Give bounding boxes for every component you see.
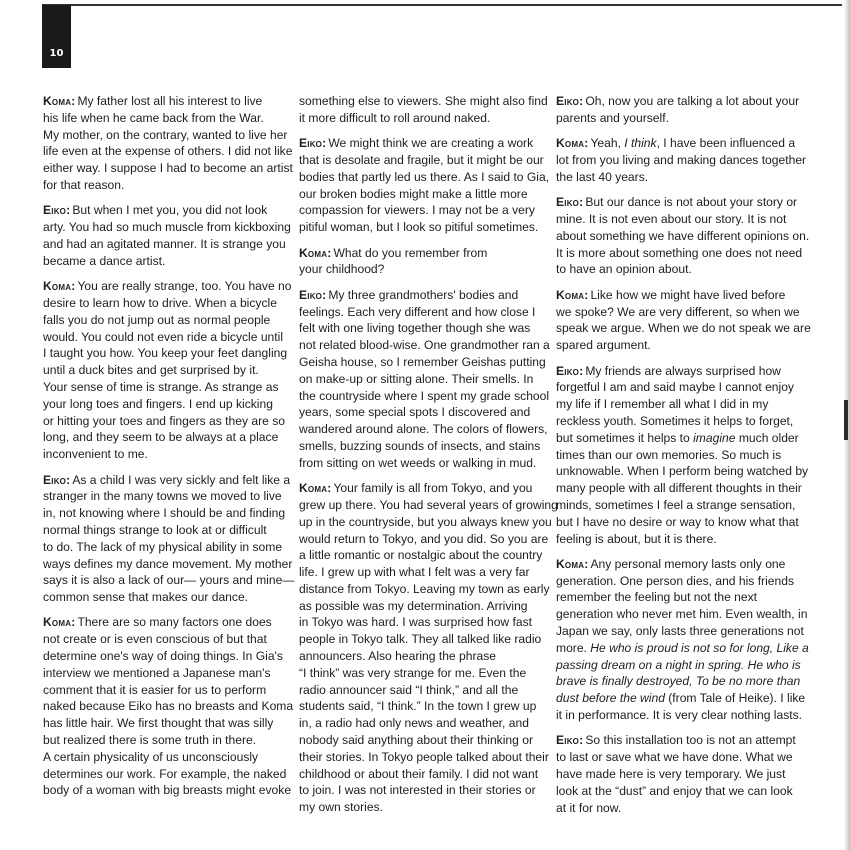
text-line — [43, 160, 293, 177]
dialogue-paragraph — [43, 278, 292, 463]
body-text: students said, “I think.” In the town I grew up — [299, 699, 537, 714]
body-text: that is desolate and fragile, but it might be our — [299, 152, 544, 167]
body-text: but I have no desire or way to know what that — [556, 514, 799, 529]
text-line — [556, 707, 803, 724]
edge-mark — [844, 400, 848, 440]
text-line — [43, 93, 283, 110]
body-text: says it is also a lack of our— yours and mine— — [43, 573, 295, 588]
speaker-label: Eiko: — [299, 136, 327, 151]
text-line — [43, 413, 286, 430]
page-number-tab — [42, 5, 71, 68]
dialogue-paragraph — [556, 287, 811, 354]
body-text: smells, buzzing sounds of insects, and stains — [299, 438, 541, 453]
body-text: determine one's way of doing things. In Gia's — [43, 649, 283, 664]
body-text: long, and they seem to be always at a place — [43, 430, 279, 445]
text-line — [556, 135, 796, 152]
text-line — [556, 110, 796, 127]
text-line — [556, 93, 800, 110]
body-text: speak we argue. When we do not speak we are — [556, 321, 811, 336]
text-line — [556, 463, 809, 480]
text-line — [556, 589, 796, 606]
body-text: until a duck bites and get surprised by it. — [43, 363, 259, 378]
italic-text: I think — [624, 136, 657, 151]
body-text: our broken bodies might make a little more — [299, 186, 528, 201]
body-text: their stories. In Tokyo people talked about their — [299, 749, 549, 764]
speaker-label: Koma: — [43, 615, 76, 630]
body-text: life even at the expense of others. I did not like — [43, 144, 293, 159]
page-number: 10 — [49, 48, 64, 59]
text-line — [43, 749, 283, 766]
body-text: distance from Tokyo. Leaving my town as early — [299, 581, 550, 596]
body-text: it in performance. It is very clear nothing lasts. — [556, 708, 803, 723]
text-line — [43, 698, 294, 715]
text-line — [299, 337, 550, 354]
body-text: Like how we might have lived before — [590, 287, 786, 302]
text-column-2 — [299, 93, 558, 825]
body-text: determines our work. For example, the naked — [43, 766, 287, 781]
text-line — [556, 640, 809, 657]
body-text: look at the “dust” and enjoy that we can look — [556, 783, 793, 798]
text-column-3 — [556, 93, 811, 825]
text-line — [299, 438, 539, 455]
text-line — [43, 556, 293, 573]
text-line — [43, 488, 283, 505]
text-line — [299, 782, 539, 799]
italic-text: passing dream on a night in spring. He who is — [556, 657, 801, 672]
body-text: became a dance artist. — [43, 253, 166, 268]
text-line — [43, 732, 283, 749]
speaker-label: Koma: — [43, 94, 76, 108]
text-line — [43, 505, 286, 522]
text-line — [43, 219, 291, 236]
text-line — [299, 421, 548, 438]
body-text: in, not knowing where I should be and finding — [43, 506, 286, 521]
text-line — [43, 648, 283, 665]
dialogue-paragraph — [299, 135, 550, 236]
text-line — [556, 261, 796, 278]
text-line — [299, 455, 539, 472]
body-text: not related blood-wise. One grandmother ran a — [299, 338, 550, 353]
text-line — [556, 606, 808, 623]
body-text: Your family is all from Tokyo, and you — [333, 481, 533, 496]
body-text: compassion for viewers. I may not be a very — [299, 203, 535, 218]
text-line — [299, 531, 549, 548]
body-text: stranger in the many towns we moved to live — [43, 489, 282, 504]
text-line — [299, 614, 539, 631]
body-text: bodies that partly led us there. As I said to Gia, — [299, 169, 550, 184]
body-text: common sense that makes our dance. — [43, 590, 249, 605]
speaker-label: Koma: — [556, 136, 589, 151]
speaker-label: Eiko: — [556, 733, 584, 748]
body-text: You are really strange, too. You have no — [77, 279, 292, 294]
italic-text: He who is proud is not so for long, Like a — [590, 640, 809, 655]
italic-text: brave is finally destroyed, To be no more than — [556, 674, 801, 689]
body-text: my life if I remember all what I did in my — [556, 397, 769, 412]
body-text: We might think we are creating a work — [328, 136, 534, 151]
text-line — [43, 143, 293, 160]
text-line — [556, 379, 796, 396]
body-text: about something we have different opinions on. — [556, 228, 810, 243]
body-text: years, some special spots I discovered and — [299, 405, 531, 420]
body-text: lot from you living and making dances together — [556, 152, 807, 167]
dialogue-paragraph — [299, 93, 548, 127]
body-text: falls you do not jump out as normal people — [43, 312, 271, 327]
text-line — [43, 766, 287, 783]
body-text: would return to Tokyo, and you did. So you are — [299, 531, 549, 546]
body-text: forgetful I am and said maybe I cannot enjoy — [556, 380, 794, 395]
body-text: Japan we say, only lasts three generations not — [556, 624, 804, 639]
body-text: many people with all different thoughts in their — [556, 481, 802, 496]
text-line — [43, 312, 283, 329]
text-line — [299, 631, 542, 648]
text-line — [299, 110, 539, 127]
text-line — [43, 295, 283, 312]
text-line — [299, 547, 543, 564]
body-text: felt with one living together though she was — [299, 321, 531, 336]
text-line — [299, 749, 549, 766]
text-line — [299, 261, 539, 278]
speaker-label: Koma: — [299, 245, 332, 260]
text-line — [556, 152, 807, 169]
body-text: naked because Eiko has no breasts and Koma — [43, 699, 294, 714]
dialogue-paragraph — [43, 93, 293, 194]
body-text: to have an opinion about. — [556, 262, 692, 277]
text-line — [43, 278, 292, 295]
speaker-label: Koma: — [43, 279, 76, 294]
text-line — [43, 396, 283, 413]
body-text: in Tokyo was hard. I was surprised how fast — [299, 615, 533, 630]
dialogue-paragraph — [556, 363, 809, 548]
body-text: comment that it is easier for us to perform — [43, 682, 267, 697]
text-line — [556, 211, 796, 228]
text-line — [43, 253, 283, 270]
text-line — [299, 766, 539, 783]
text-line — [556, 749, 796, 766]
body-text: times than our own memories. So much is — [556, 447, 782, 462]
text-line — [43, 522, 283, 539]
body-text: parents and yourself. — [556, 110, 669, 125]
body-text: mine. It is not even about our story. It is not — [556, 211, 787, 226]
body-text: It is more about something one does not need — [556, 245, 803, 260]
body-text: Oh, now you are talking a lot about your — [585, 94, 800, 108]
text-line — [299, 732, 539, 749]
text-line — [556, 690, 806, 707]
body-text: your long toes and fingers. I end up kicking — [43, 396, 273, 411]
body-text: people in Tokyo talk. They all talked like radio — [299, 632, 542, 647]
body-text: would. You could not even ride a bicycle until — [43, 329, 284, 344]
text-line — [43, 110, 283, 127]
body-text: (from Tale of Heike). I like — [664, 691, 806, 706]
body-text: unknowable. When I perform being watched by — [556, 464, 809, 479]
text-line — [299, 304, 539, 321]
text-line — [299, 371, 539, 388]
body-text: grew up there. You had several years of growing — [299, 497, 558, 512]
body-text: something else to viewers. She might also find — [299, 94, 548, 108]
text-line — [43, 665, 283, 682]
text-line — [43, 472, 291, 489]
body-text: Any personal memory lasts only one — [590, 556, 786, 571]
text-line — [299, 388, 550, 405]
text-line — [299, 245, 539, 262]
body-text: and had an agitated manner. It is strange you — [43, 236, 286, 251]
text-line — [556, 556, 796, 573]
text-line — [299, 698, 539, 715]
text-line — [43, 614, 283, 631]
body-text: your childhood? — [299, 262, 385, 277]
body-text: Geisha house, so I remember Geishas putting — [299, 354, 546, 369]
body-text: My father lost all his interest to live — [77, 94, 263, 108]
text-line — [43, 446, 283, 463]
body-text: Yeah, — [590, 136, 625, 151]
speaker-label: Koma: — [556, 556, 589, 571]
body-text: interview we mentioned a Japanese man's — [43, 665, 271, 680]
speaker-label: Eiko: — [43, 472, 71, 487]
body-text: ways defines my dance movement. My mother — [43, 556, 293, 571]
body-text: from sitting on wet weeds or walking in mud. — [299, 455, 537, 470]
body-text: nobody said anything about their thinking or — [299, 733, 533, 748]
dialogue-paragraph — [556, 135, 807, 185]
body-text: “I think” was very strange for me. Even the — [299, 665, 527, 680]
body-text: My three grandmothers' bodies and — [328, 287, 519, 302]
body-text: have made here is very temporary. We just — [556, 767, 786, 782]
text-line — [556, 337, 796, 354]
top-rule — [42, 4, 842, 6]
text-line — [299, 564, 539, 581]
text-line — [43, 345, 288, 362]
text-line — [556, 531, 796, 548]
text-line — [556, 573, 796, 590]
body-text: Your sense of time is strange. As strange as — [43, 379, 279, 394]
text-line — [299, 404, 539, 421]
text-line — [299, 598, 539, 615]
text-line — [556, 320, 811, 337]
dialogue-paragraph — [43, 472, 295, 606]
dialogue-paragraph — [556, 556, 809, 724]
body-text: There are so many factors one does — [77, 615, 272, 630]
text-line — [556, 766, 796, 783]
text-line — [556, 430, 799, 447]
text-line — [556, 623, 804, 640]
body-text: it more difficult to roll around naked. — [299, 110, 491, 125]
body-text: spared argument. — [556, 338, 651, 353]
italic-text: imagine — [693, 430, 736, 445]
body-text: childhood or about their family. I did not want — [299, 766, 539, 781]
speaker-label: Eiko: — [556, 94, 584, 108]
text-line — [556, 732, 796, 749]
body-text: more. — [556, 640, 591, 655]
body-text: but sometimes it helps to — [556, 430, 694, 445]
text-line — [299, 320, 539, 337]
text-line — [299, 93, 548, 110]
text-column-1 — [43, 93, 295, 808]
text-line — [556, 800, 796, 817]
body-text: but realized there is some truth in there. — [43, 733, 257, 748]
body-text: to last or save what we have done. What we — [556, 750, 793, 765]
speaker-label: Eiko: — [556, 363, 584, 378]
speaker-label: Eiko: — [43, 203, 71, 218]
text-line — [556, 363, 796, 380]
body-text: life. I grew up with what I felt was a very far — [299, 565, 530, 580]
body-text: we spoke? We are very different, so when we — [556, 304, 800, 319]
body-text: So this installation too is not an attempt — [585, 733, 796, 748]
speaker-label: Eiko: — [299, 287, 327, 302]
body-text: , I have been influenced a — [656, 136, 796, 151]
body-text: either way. I suppose I had to become an artist — [43, 161, 293, 176]
body-text: has little hair. We first thought that was silly — [43, 716, 274, 731]
body-text: But our dance is not about your story or — [585, 195, 798, 210]
body-text: to do. The lack of my physical ability in some — [43, 539, 283, 554]
text-line — [556, 514, 799, 531]
text-line — [299, 682, 539, 699]
body-text: wandered around alone. The colors of flowers, — [299, 422, 548, 437]
text-line — [556, 657, 801, 674]
dialogue-paragraph — [556, 93, 800, 127]
body-text: My mother, on the contrary, wanted to live her — [43, 127, 288, 142]
text-line — [43, 362, 283, 379]
body-text: much older — [735, 430, 799, 445]
body-text: But when I met you, you did not look — [72, 203, 268, 218]
text-line — [299, 135, 539, 152]
body-text: generation. One person dies, and his friends — [556, 573, 794, 588]
text-line — [299, 799, 539, 816]
body-text: the last 40 years. — [556, 169, 649, 184]
text-line — [43, 572, 295, 589]
text-line — [299, 648, 539, 665]
speaker-label: Koma: — [299, 481, 332, 496]
body-text: arty. You had so much muscle from kickboxing — [43, 220, 291, 235]
body-text: pitiful woman, but I look so pitiful sometimes. — [299, 220, 539, 235]
body-text: the countryside where I spent my grade school — [299, 388, 550, 403]
body-text: radio announcer said “I think,” and all the — [299, 682, 519, 697]
body-text: generation who never met him. Even wealth, in — [556, 607, 808, 622]
text-line — [43, 589, 283, 606]
dialogue-paragraph — [299, 245, 539, 279]
body-text: I taught you how. You keep your feet dangling — [43, 346, 288, 361]
body-text: his life when he came back from the War. — [43, 110, 264, 125]
text-line — [556, 447, 796, 464]
body-text: up in the countryside, but you always knew you — [299, 514, 552, 529]
speaker-label: Koma: — [556, 287, 589, 302]
text-line — [556, 304, 800, 321]
text-line — [43, 539, 283, 556]
text-line — [299, 715, 539, 732]
body-text: not create or is even conscious of but that — [43, 632, 267, 647]
dialogue-paragraph — [556, 194, 810, 278]
body-text: in, a radio had only news and weather, and — [299, 716, 529, 731]
dialogue-paragraph — [299, 287, 550, 472]
body-text: What do you remember from — [333, 245, 488, 260]
text-line — [43, 379, 283, 396]
body-text: to join. I was not interested in their stories or — [299, 783, 536, 798]
text-line — [299, 287, 539, 304]
text-line — [43, 127, 288, 144]
text-line — [556, 413, 796, 430]
body-text: my own stories. — [299, 800, 384, 815]
body-text: A certain physicality of us unconsciously — [43, 749, 259, 764]
body-text: a little romantic or nostalgic about the country — [299, 548, 543, 563]
body-text: As a child I was very sickly and felt like a — [72, 472, 291, 487]
text-line — [43, 329, 283, 346]
text-line — [556, 228, 810, 245]
body-text: minds, sometimes I feel a strange sensation, — [556, 497, 796, 512]
text-line — [556, 194, 796, 211]
text-line — [299, 219, 539, 236]
text-line — [299, 497, 558, 514]
body-text: My friends are always surprised how — [585, 363, 781, 378]
dialogue-paragraph — [556, 732, 796, 816]
body-text: for that reason. — [43, 177, 125, 192]
dialogue-paragraph — [43, 614, 294, 799]
dialogue-paragraph — [43, 202, 291, 269]
text-line — [299, 665, 539, 682]
body-text: at it for now. — [556, 800, 622, 815]
text-line — [299, 480, 539, 497]
text-line — [556, 396, 796, 413]
text-line — [43, 177, 283, 194]
text-line — [299, 354, 546, 371]
dialogue-paragraph — [299, 480, 558, 816]
body-text: on make-up or sitting alone. Their smells. In — [299, 371, 534, 386]
text-line — [556, 287, 796, 304]
body-text: inconvenient to me. — [43, 447, 148, 462]
text-line — [556, 169, 796, 186]
body-text: body of a woman with big breasts might evoke — [43, 783, 292, 798]
text-line — [43, 202, 283, 219]
text-line — [299, 186, 539, 203]
text-line — [556, 245, 803, 262]
text-line — [43, 631, 283, 648]
body-text: reckless youth. Sometimes it helps to forget, — [556, 413, 794, 428]
text-line — [43, 236, 286, 253]
text-line — [43, 715, 283, 732]
body-text: announcers. Also hearing the phrase — [299, 649, 496, 664]
body-text: as possible was my determination. Arriving — [299, 598, 528, 613]
body-text: desire to learn how to drive. When a bicycle — [43, 295, 277, 310]
body-text: feelings. Each very different and how close I — [299, 304, 536, 319]
text-line — [43, 682, 283, 699]
text-line — [43, 429, 283, 446]
text-line — [43, 782, 292, 799]
italic-text: dust before the wind — [556, 691, 665, 706]
text-line — [556, 480, 802, 497]
speaker-label: Eiko: — [556, 195, 584, 210]
text-line — [299, 202, 539, 219]
body-text: or hitting your toes and fingers as they are so — [43, 413, 286, 428]
text-line — [556, 783, 796, 800]
text-line — [556, 673, 801, 690]
text-line — [299, 581, 550, 598]
text-line — [299, 152, 544, 169]
text-line — [299, 169, 550, 186]
body-text: feeling is about, but it is there. — [556, 531, 717, 546]
text-line — [556, 497, 796, 514]
body-text: remember the feeling but not the next — [556, 590, 758, 605]
text-line — [299, 514, 552, 531]
body-text: normal things strange to look at or difficult — [43, 522, 267, 537]
